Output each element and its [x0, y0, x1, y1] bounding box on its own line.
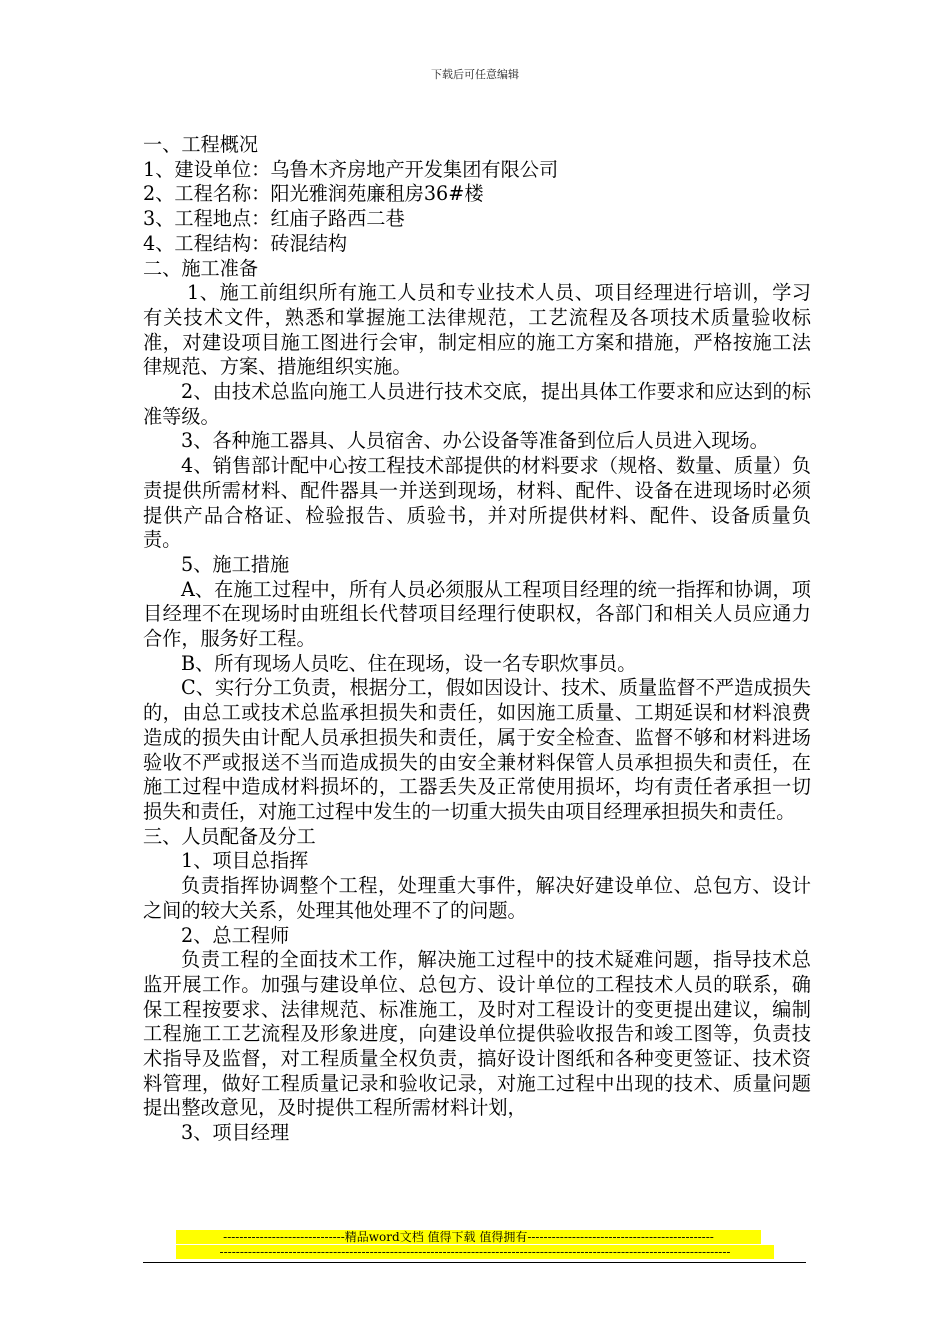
- paragraph: 3、工程地点：红庙子路西二巷: [143, 207, 405, 231]
- paragraph: C、实行分工负责，根据分工，假如因设计、技术、质量监督不严造成损失的，由总工或技术总监承担损失和责任，如因施工质量、工期延误和材料浪费造成的损失由计配人员承担损失和责任，属于安全检查、监督不够和材料进场验收不严或报送不当而造成损失的由安全兼材料保管人员承担损失和责任，在施工过程中造成材料损坏的，工器丢失及正常使用损坏，均有责任者承担一切损失和责任，对施工过程中发生的一切重大损失由项目经理承担损失和责任。: [143, 676, 811, 823]
- document-body: [143, 133, 811, 1146]
- paragraph: 1、施工前组织所有施工人员和专业技术人员、项目经理进行培训，学习有关技术文件，熟悉和掌握施工法律规范，工艺流程及各项技术质量验收标准，对建设项目施工图进行会审，制定相应的施工方案和措施，严格按施工法律规范、方案、措施组织实施。: [143, 281, 811, 379]
- header-note: 下载后可任意编辑: [431, 68, 519, 81]
- paragraph: A、在施工过程中，所有人员必须服从工程项目经理的统一指挥和协调，项目经理不在现场时由班组长代替项目经理行使职权，各部门和相关人员应通力合作，服务好工程。: [143, 577, 811, 651]
- paragraph: 1、项目总指挥: [181, 849, 309, 873]
- paragraph: 4、销售部计配中心按工程技术部提供的材料要求（规格、数量、质量）负责提供所需材料、配件器具一并送到现场，材料、配件、设备在进现场时必须提供产品合格证、检验报告、质验书，并对所提供材料、配件、设备质量负责。: [143, 454, 811, 552]
- paragraph: 2、由技术总监向施工人员进行技术交底，提出具体工作要求和应达到的标准等级。: [143, 380, 811, 428]
- paragraph: 二、施工准备: [143, 256, 259, 280]
- paragraph: 3、各种施工器具、人员宿舍、办公设备等准备到位后人员进入现场。: [181, 429, 769, 453]
- bottom-rule: [143, 1262, 806, 1263]
- paragraph: 三、人员配备及分工: [143, 824, 316, 848]
- paragraph: 一、工程概况: [143, 133, 259, 156]
- paragraph: 3、项目经理: [181, 1121, 290, 1145]
- paragraph: 5、施工措施: [181, 552, 290, 576]
- paragraph: 负责工程的全面技术工作，解决施工过程中的技术疑难问题，指导技术总监开展工作。加强与建设单位、总包方、设计单位的工程技术人员的联系，确保工程按要求、法律规范、标准施工，及时对工程设计的变更提出建议，编制工程施工工艺流程及形象进度，向建设单位提供验收报告和竣工图等，负责技术指导及监督，对工程质量全权负责，搞好设计图纸和各种变更签证、技术资料管理，做好工程质量记录和验收记录，对施工过程中出现的技术、质量问题提出整改意见，及时提供工程所需材料计划，: [143, 948, 811, 1120]
- paragraph: 2、工程名称：阳光雅润苑廉租房36#楼: [143, 182, 484, 206]
- paragraph: 1、建设单位：乌鲁木齐房地产开发集团有限公司: [143, 157, 559, 181]
- footer-dash-line: ------------------------------------------------------------------------------------------------------------------------------: [176, 1245, 774, 1259]
- paragraph: B、所有现场人员吃、住在现场，设一名专职炊事员。: [181, 651, 637, 675]
- paragraph: 4、工程结构：砖混结构: [143, 231, 348, 255]
- footer-banner: ------------------------------精品word文档 值得下载 值得拥有----------------------------------------------: [176, 1230, 761, 1244]
- paragraph: 2、总工程师: [181, 923, 290, 947]
- paragraph: 负责指挥协调整个工程，处理重大事件，解决好建设单位、总包方、设计之间的较大关系，处理其他处理不了的问题。: [143, 874, 811, 922]
